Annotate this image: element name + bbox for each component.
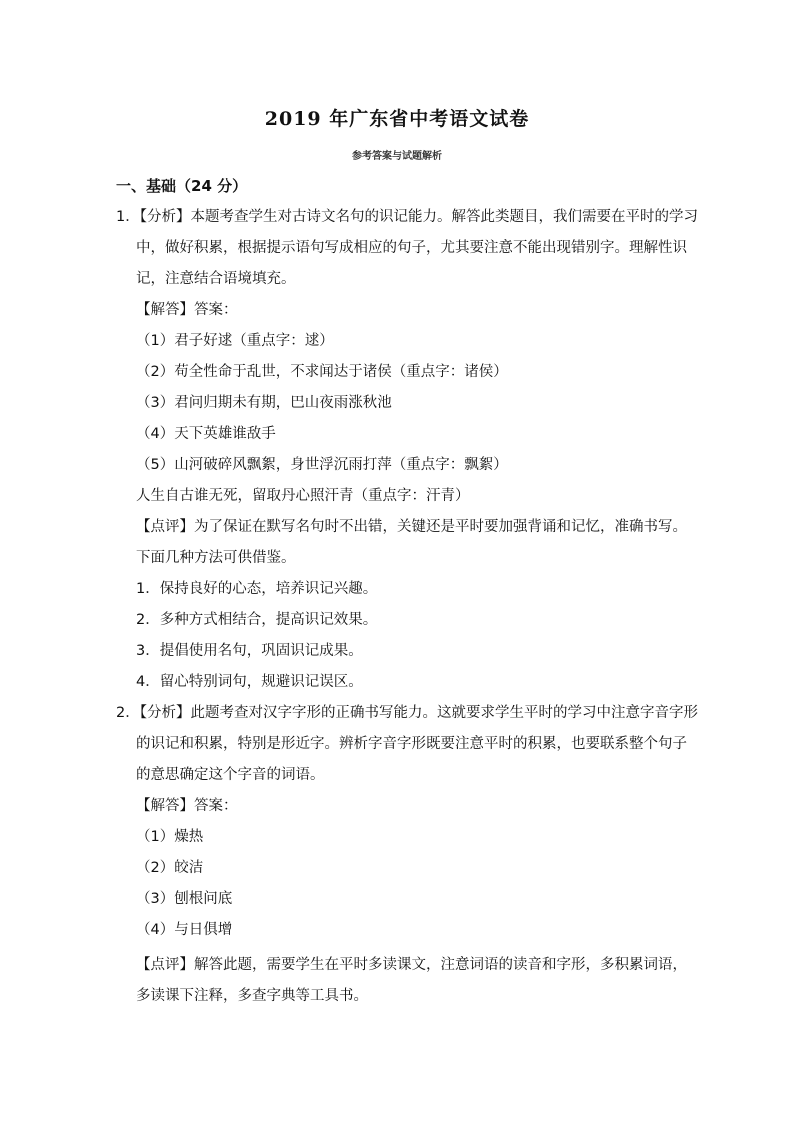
q1-comment-tag: 【点评】 (136, 519, 194, 535)
q1-analysis-line-2: 中，做好积累，根据提示语句写成相应的句子，尤其要注意不能出现错别字。理解性识 (136, 240, 687, 256)
q1-tip-item: 4．留心特别词句，规避识记误区。 (136, 674, 363, 690)
q1-analysis-line-1 (116, 207, 698, 227)
q2-answer-item: （4）与日俱增 (136, 922, 233, 938)
q1-answer-item: （5）山河破碎风飘絮，身世浮沉雨打萍（重点字：飘絮） (136, 457, 508, 473)
q1-analysis-text-1: 本题考查学生对古诗文名句的识记能力。解答此类题目，我们需要在平时的学习 (190, 209, 698, 225)
q1-answer-item: （1）君子好逑（重点字：逑） (136, 333, 334, 349)
q1-number: 1． (116, 209, 140, 225)
q2-answer-tag: 【解答】 (136, 798, 194, 814)
q2-answer-item: （2）皎洁 (136, 860, 204, 876)
q2-answer-label: 答案： (194, 798, 238, 814)
section-heading: 一、基础（24 分） (116, 177, 248, 195)
q2-analysis-text-1: 此题考查对汉字字形的正确书写能力。这就要求学生平时的学习中注意字音字形 (190, 705, 698, 721)
page-subtitle: 参考答案与试题解析 (352, 151, 442, 162)
q2-analysis-line-3: 的意思确定这个字音的词语。 (136, 767, 325, 783)
q2-comment-tag: 【点评】 (136, 957, 194, 973)
q2-answer-item: （1）燥热 (136, 829, 204, 845)
q2-number: 2． (116, 705, 140, 721)
q1-comment-text-1: 为了保证在默写名句时不出错，关键还是平时要加强背诵和记忆，准确书写。 (194, 519, 687, 535)
q2-comment-line-2: 多读课下注释，多查字典等工具书。 (136, 988, 368, 1004)
q1-answer-header (136, 300, 238, 320)
q1-answer-label: 答案： (194, 302, 238, 318)
q1-answer-tag: 【解答】 (136, 302, 194, 318)
q1-comment-line-2: 下面几种方法可供借鉴。 (136, 550, 296, 566)
q2-analysis-tag: 【分析】 (139, 705, 191, 721)
q1-answer-item: 人生自古谁无死，留取丹心照汗青（重点字：汗青） (136, 488, 470, 504)
q1-tip-item: 2．多种方式相结合，提高识记效果。 (136, 612, 378, 628)
q1-answer-item: （3）君问归期未有期，巴山夜雨涨秋池 (136, 395, 392, 411)
q1-tip-item: 1．保持良好的心态，培养识记兴趣。 (136, 581, 378, 597)
q2-comment-text-1: 解答此题，需要学生在平时多读课文，注意词语的读音和字形，多积累词语， (194, 957, 687, 973)
q2-answer-header (136, 796, 238, 816)
q2-answer-item: （3）刨根问底 (136, 891, 233, 907)
q1-comment-line-1 (136, 517, 687, 537)
q1-answer-item: （4）天下英雄谁敌手 (136, 426, 276, 442)
q2-analysis-line-1 (116, 703, 698, 723)
page-title: 2019 年广东省中考语文试卷 (264, 108, 530, 130)
q1-tip-item: 3．提倡使用名句，巩固识记成果。 (136, 643, 363, 659)
q1-analysis-tag: 【分析】 (139, 209, 191, 225)
q2-comment-line-1 (136, 955, 687, 975)
q1-answer-item: （2）苟全性命于乱世，不求闻达于诸侯（重点字：诸侯） (136, 364, 508, 380)
q1-analysis-line-3: 记，注意结合语境填充。 (136, 271, 296, 287)
q2-analysis-line-2: 的识记和积累，特别是形近字。辨析字音字形既要注意平时的积累，也要联系整个句子 (136, 736, 687, 752)
